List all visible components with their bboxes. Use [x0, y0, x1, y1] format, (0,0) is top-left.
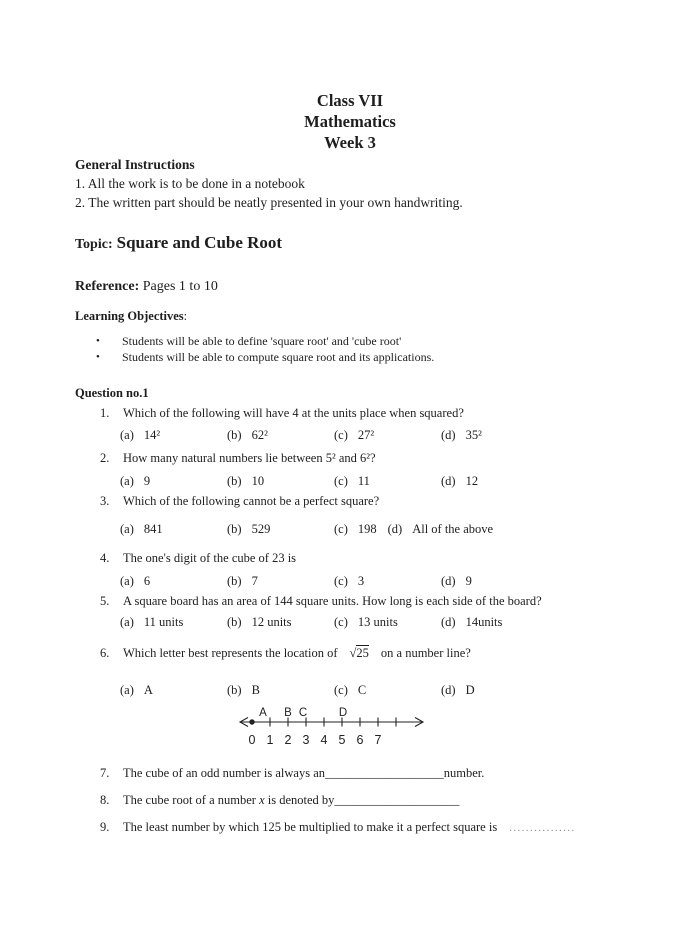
tick-label: 4 — [320, 733, 328, 747]
option-label: (a) — [120, 474, 134, 488]
option-label: (d) — [441, 683, 456, 697]
option — [441, 682, 475, 699]
document-title — [75, 90, 625, 153]
option-label: (c) — [334, 474, 348, 488]
learning-objectives-label: Learning Objectives — [75, 309, 184, 323]
options-row — [75, 614, 625, 631]
option-label: (c) — [334, 522, 348, 536]
option-value: A — [143, 683, 153, 697]
tick-label: 1 — [266, 733, 274, 747]
option — [334, 521, 377, 538]
option-value: 12 — [465, 474, 479, 488]
option-label: (a) — [120, 428, 134, 442]
option-label: (b) — [227, 428, 242, 442]
option-label: (b) — [227, 574, 242, 588]
fill-blank: ___________________ — [325, 766, 444, 780]
option — [441, 473, 478, 490]
option-value: 529 — [251, 522, 271, 536]
dotted-leader: ................ — [509, 822, 576, 834]
option-label: (b) — [227, 683, 242, 697]
question-item — [75, 593, 625, 610]
question-text: The one's digit of the cube of 23 is — [123, 551, 297, 565]
option — [441, 427, 482, 444]
point-label-a: A — [259, 707, 267, 719]
topic-value: Square and Cube Root — [116, 233, 283, 252]
option-value: 3 — [357, 574, 365, 588]
point-label-b: B — [284, 707, 292, 719]
question-item — [75, 550, 625, 567]
number-line — [237, 707, 427, 751]
colon: : — [183, 309, 188, 323]
general-instructions-heading: General Instructions — [75, 157, 195, 172]
option — [388, 521, 493, 538]
option — [334, 427, 441, 444]
question-number: 1. — [100, 406, 110, 420]
option — [334, 573, 441, 590]
question-item — [75, 645, 625, 662]
options-row — [75, 473, 625, 490]
option — [441, 614, 502, 631]
option-label: (a) — [120, 683, 134, 697]
option-label: (c) — [334, 683, 348, 697]
option-label: (d) — [387, 522, 403, 536]
number-line-figure — [237, 707, 625, 751]
option-label: (b) — [227, 522, 242, 536]
option-value: 11 — [357, 474, 370, 488]
sqrt-expression — [350, 646, 369, 660]
general-instruction-item: 1. All the work is to be done in a notebook — [75, 176, 305, 191]
question-text: How many natural numbers lie between 5² and 6²? — [123, 451, 376, 465]
document-content — [75, 0, 625, 837]
learning-objectives-heading — [75, 308, 625, 325]
option-value: 14units — [465, 615, 503, 629]
topic-heading — [75, 232, 625, 256]
option-value: 27² — [357, 428, 375, 442]
option — [120, 521, 227, 538]
question-number: 9. — [100, 820, 110, 834]
topic-label: Topic: — [75, 237, 113, 252]
option-label: (a) — [120, 522, 134, 536]
question-number: 5. — [100, 594, 110, 608]
general-instruction-item: 2. The written part should be neatly presented in your own handwriting. — [75, 195, 463, 210]
objective-item — [75, 334, 625, 350]
question-text — [123, 792, 625, 809]
option — [120, 427, 227, 444]
tick-label: 7 — [374, 733, 382, 747]
option-label: (a) — [120, 615, 134, 629]
option — [227, 427, 334, 444]
question-item — [75, 765, 625, 782]
question-text-part: number. — [443, 766, 485, 780]
question-text-part: The cube root of a number — [123, 793, 260, 807]
option — [227, 614, 334, 631]
question-text-part: is denoted by — [264, 793, 335, 807]
option-value: B — [251, 683, 260, 697]
point-label-d: D — [338, 707, 348, 719]
options-row — [75, 682, 625, 699]
radical-sign: √ — [349, 646, 357, 660]
option-value: 841 — [143, 522, 163, 536]
options-row — [75, 427, 625, 444]
radicand: 25 — [356, 646, 369, 660]
tick-label: 0 — [248, 733, 256, 747]
title-week: Week 3 — [324, 133, 376, 152]
option-label: (d) — [441, 574, 456, 588]
title-subject: Mathematics — [304, 112, 396, 131]
question-number: 7. — [100, 766, 110, 780]
option-label: (c) — [334, 574, 348, 588]
option-value: 9 — [465, 574, 472, 588]
question-number: 2. — [100, 451, 110, 465]
question-text: A square board has an area of 144 square units. How long is each side of the board? — [123, 594, 542, 608]
option-value: 13 units — [357, 615, 398, 629]
tick-label: 2 — [284, 733, 292, 747]
option-value: 14² — [143, 428, 161, 442]
option — [120, 614, 227, 631]
option-label: (c) — [334, 428, 348, 442]
option — [441, 573, 472, 590]
option-value: 198 — [357, 522, 377, 536]
option-label: (b) — [227, 615, 242, 629]
origin-dot — [249, 719, 254, 724]
option — [120, 573, 227, 590]
question-item — [75, 819, 625, 837]
question-text — [123, 645, 625, 662]
question-text: Which of the following will have 4 at the units place when squared? — [123, 406, 464, 420]
option — [120, 473, 227, 490]
option-label: (d) — [441, 615, 456, 629]
question-text-part: The cube of an odd number is always an — [123, 766, 326, 780]
question-number: 8. — [100, 793, 110, 807]
option-value: 7 — [251, 574, 258, 588]
option-label: (d) — [441, 474, 456, 488]
option — [227, 573, 334, 590]
question-text-before: Which letter best represents the location of — [123, 646, 338, 660]
question-item — [75, 493, 625, 510]
option-value: 9 — [143, 474, 151, 488]
question-text: Which of the following cannot be a perfect square? — [123, 494, 380, 508]
question-item — [75, 405, 625, 422]
question-section-heading: Question no.1 — [75, 386, 149, 400]
question-item — [75, 450, 625, 467]
question-number: 4. — [100, 551, 110, 565]
fill-blank: ____________________ — [334, 793, 460, 807]
option — [227, 473, 334, 490]
options-row — [75, 573, 625, 590]
objective-text: Students will be able to compute square root and its applications. — [122, 349, 435, 364]
option — [334, 614, 441, 631]
option-value: All of the above — [412, 522, 494, 536]
question-item — [75, 792, 625, 809]
question-number: 6. — [100, 646, 110, 660]
option-label: (d) — [441, 428, 456, 442]
objective-text: Students will be able to define 'square root' and 'cube root' — [122, 334, 402, 348]
option — [227, 521, 334, 538]
option-value: 62² — [251, 428, 268, 442]
option — [120, 682, 227, 699]
point-label-c: C — [298, 707, 308, 719]
option-label: (c) — [334, 615, 348, 629]
option-value: C — [357, 683, 367, 697]
reference-heading — [75, 278, 625, 296]
options-row — [75, 521, 625, 538]
option — [334, 473, 441, 490]
tick-label: 3 — [302, 733, 310, 747]
bullet-icon: • — [96, 335, 100, 347]
tick-label: 5 — [338, 733, 346, 747]
reference-value: Pages 1 to 10 — [142, 279, 218, 294]
question-text-part: The least number by which 125 be multiplied to make it a perfect square is — [123, 820, 498, 834]
variable-x: x — [259, 793, 265, 807]
option — [227, 682, 334, 699]
bullet-icon: • — [96, 350, 100, 363]
option-label: (a) — [120, 574, 134, 588]
tick-label: 6 — [356, 733, 364, 747]
option-value: D — [465, 683, 475, 697]
question-text — [123, 765, 625, 782]
question-text-after: on a number line? — [380, 646, 471, 660]
option-value: 11 units — [143, 615, 184, 629]
question-number: 3. — [100, 494, 110, 508]
option-label: (b) — [227, 474, 242, 488]
option-value: 6 — [143, 574, 151, 588]
title-class: Class VII — [316, 91, 384, 110]
option-value: 35² — [465, 428, 482, 442]
option-value: 10 — [251, 474, 265, 488]
question-text — [123, 819, 625, 837]
option-value: 12 units — [251, 615, 292, 629]
objective-item — [75, 350, 625, 366]
reference-label: Reference: — [75, 279, 140, 294]
option — [334, 682, 441, 699]
